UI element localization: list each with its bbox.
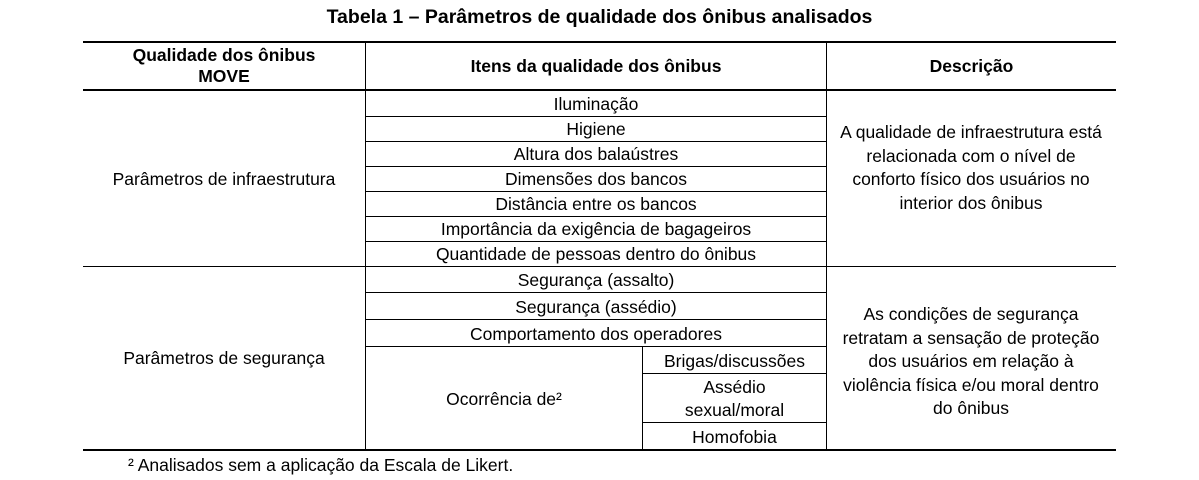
header-col1-line1: Qualidade dos ônibus [132, 45, 316, 65]
sub-row-sep [643, 422, 826, 423]
row-sep [366, 346, 826, 347]
item-quantidade-pessoas: Quantidade de pessoas dentro do ônibus [435, 244, 757, 264]
item-altura-balaustres: Altura dos balaústres [513, 144, 679, 164]
group-divider-rule [83, 266, 1116, 267]
sub-row-sep [643, 373, 826, 374]
row-sep [366, 191, 826, 192]
table-title: Tabela 1 – Parâmetros de qualidade dos ônibus analisados [326, 6, 873, 28]
group-label-seg: Parâmetros de segurança [123, 348, 325, 368]
row-sep [366, 319, 826, 320]
row-sep [366, 292, 826, 293]
item-seguranca-assalto: Segurança (assalto) [517, 270, 675, 290]
header-col1-line2: MOVE [198, 66, 250, 86]
item-bagageiros: Importância da exigência de bagageiros [440, 219, 752, 239]
group-label-infra: Parâmetros de infraestrutura [112, 169, 336, 189]
description-infra: A qualidade de infraestrutura está relacionada com o nível de conforto físico dos usuários no interior dos ônibus [840, 122, 1102, 213]
row-sep [366, 116, 826, 117]
row-sep [366, 166, 826, 167]
occurrence-homofobia: Homofobia [692, 427, 777, 447]
occurrence-assedio-line2: sexual/moral [684, 400, 785, 420]
row-sep [366, 216, 826, 217]
item-comportamento-operadores: Comportamento dos operadores [470, 324, 722, 344]
description-seg: As condições de segurança retratam a sensação de proteção dos usuários em relação à violência física e/ou moral dentro do ônibus [842, 304, 1100, 418]
occurrence-label: Ocorrência de² [446, 389, 562, 409]
col-divider-2 [826, 42, 827, 450]
item-seguranca-assedio: Segurança (assédio) [515, 297, 677, 317]
footnote: ² Analisados sem a aplicação da Escala de Likert. [128, 455, 514, 475]
item-higiene: Higiene [566, 119, 626, 139]
top-rule [83, 41, 1116, 43]
item-iluminacao: Iluminação [553, 94, 639, 114]
row-sep [366, 141, 826, 142]
occurrence-assedio-line1: Assédio [703, 377, 766, 397]
occurrence-brigas: Brigas/discussões [663, 351, 806, 371]
item-distancia-bancos: Distância entre os bancos [495, 194, 697, 214]
header-col2: Itens da qualidade dos ônibus [470, 56, 722, 76]
bottom-rule [83, 449, 1116, 451]
header-col3: Descrição [929, 56, 1014, 76]
header-bottom-rule [83, 89, 1116, 91]
item-dimensoes-bancos: Dimensões dos bancos [505, 169, 687, 189]
row-sep [366, 241, 826, 242]
